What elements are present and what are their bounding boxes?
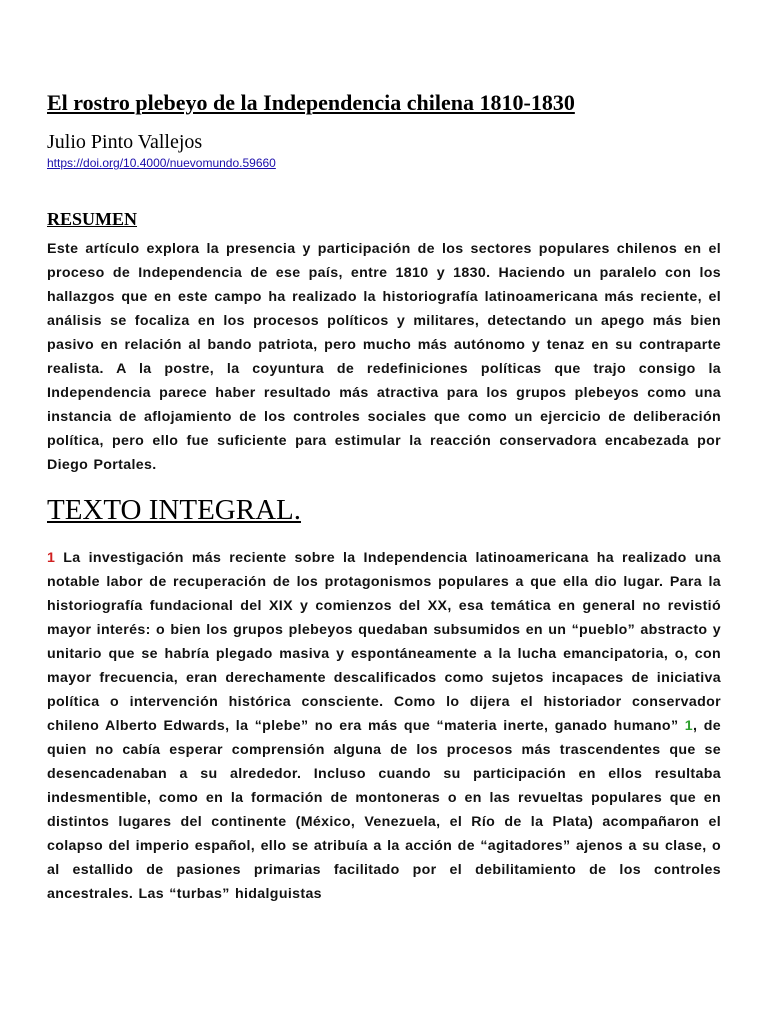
article-author: Julio Pinto Vallejos [47,131,203,153]
resumen-body: Este artículo explora la presencia y participación de los sectores populares chilenos en el proceso de Independencia de ese país, entre 1810 y 1830. Haciendo un paralelo con los hallazgos que en este campo ha realizado la historiografía latinoamericana más reciente, el análisis se focaliza en los procesos políticos y militares, detectando un apego más bien pasivo en relación al bando patriota, pero mucho más autónomo y tenaz en su contraparte realista. A la postre, la coyuntura de redefiniciones políticas que trajo consigo la Independencia parece haber resultado más atractiva para los grupos plebeyos como una instancia de aflojamiento de los controles sociales que como un ejercicio de deliberación política, pero ello fue suficiente para estimular la reacción conservadora encabezada por Diego Portales. [47,241,721,473]
footnote-ref-1[interactable]: 1 [684,718,694,734]
texto-paragraph-1 [47,546,721,906]
texto-integral-heading: TEXTO INTEGRAL. [47,494,301,526]
paragraph-text-part-2: , de quien no cabía esperar comprensión alguna de los procesos más trascendentes que se desencadenaban a su alrededor. Incluso cuando su participación en ellos resultaba indesmentible, como en la formación de montoneras o en las revueltas populares que en distintos lugares del continente (México, Venezuela, el Río de la Plata) acompañaron el colapso del imperio español, ello se atribuía a la acción de “agitadores” ajenos a su clase, o al estallido de pasiones primarias facilitado por el debilitamiento de los controles ancestrales. Las “turbas” hidalguistas [47,718,721,902]
article-title: El rostro plebeyo de la Independencia chilena 1810-1830 [47,90,575,115]
paragraph-text-part-1: La investigación más reciente sobre la Independencia latinoamericana ha realizado una notable labor de recuperación de los protagonismos populares a que ella dio lugar. Para la historiografía fundacional del XIX y comienzos del XX, esa temática en general no revistió mayor interés: o bien los grupos plebeyos quedaban subsumidos en un “pueblo” abstracto y unitario que se habría plegado masiva y espontáneamente a la lucha emancipatoria, o, con mayor frecuencia, eran derechamente descalificados como sujetos incapaces de iniciativa política o intervención histórica consciente. Como lo dijera el historiador conservador chileno Alberto Edwards, la “plebe” no era más que “materia inerte, ganado humano” [47,550,721,734]
doi-link[interactable]: https://doi.org/10.4000/nuevomundo.59660 [47,156,276,170]
paragraph-number[interactable]: 1 [47,550,56,566]
document-page [47,88,721,906]
resumen-heading: RESUMEN [47,209,138,229]
